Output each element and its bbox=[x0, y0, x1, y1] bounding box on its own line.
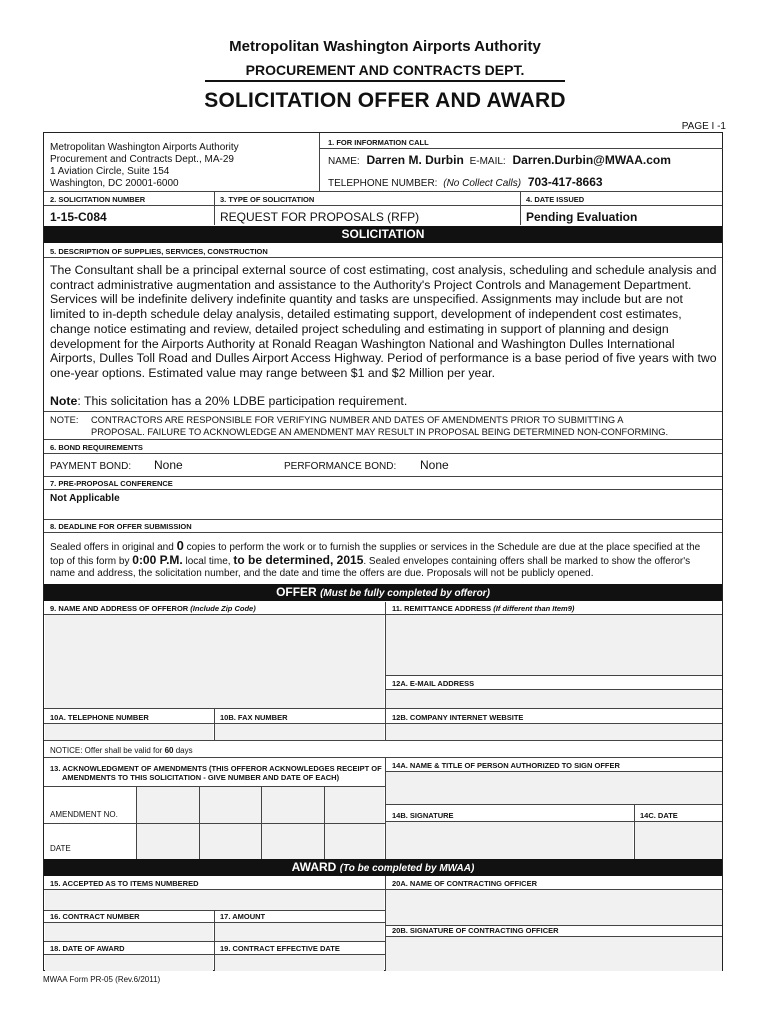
officer-signature-field[interactable] bbox=[386, 937, 722, 971]
signature-date-field[interactable] bbox=[635, 822, 722, 859]
notice-label: NOTE: bbox=[50, 415, 79, 425]
amendment-date-3[interactable] bbox=[262, 824, 324, 859]
signature-field[interactable] bbox=[386, 822, 633, 859]
amendment-no-2[interactable] bbox=[200, 787, 261, 823]
officer-name-field[interactable] bbox=[386, 890, 722, 925]
form-footer: MWAA Form PR-05 (Rev.6/2011) bbox=[43, 975, 161, 984]
description-text: The Consultant shall be a principal external source of cost estimating, cost analysis, scheduling and schedule analysis and contract administrative augmentation and assistance to the Authority's Project Controls and Management Department. Services will be indefinite delivery indefinite quantity and tasks are unspecified. Assignments may include but are not limited to in-depth schedule delay analysis, detailed estimating support, development of independent cost estimates, change notice estimating and review, detailed project scheduling and estimating in support of planning and design development for the Airports Authority at Ronald Reagan Washington National and Washington Dulles International Airports, Dulles Toll Road and Dulles Airport Access Highway. Period of performance is a base period of five years with two one-year options. Estimated value may range between $1 and $2 Million per year. bbox=[50, 263, 717, 380]
offer-validity: NOTICE: Offer shall be valid for 60 days bbox=[50, 746, 193, 755]
solicitation-form: Metropolitan Washington Airports Authority Procurement and Contracts Dept., MA-29 1 Aviation Circle, Suite 154 Washington, DC 20001-6000 1. FOR INFORMATION CALL NAME: Darren M. Durbin E-MAIL: Darren.Durbin@MWAA.com TELEPHONE NUMBER: (No Collect Calls) 703-417-8663 2. SOLICITATION NUMBER 3. TYPE OF SOLICITATION 4. DATE ISSUED 1-15-C084 REQUEST FOR PROPOSALS (RFP) Pending Evaluation SOLICITATION 5. DESCRIPTION OF SUPPLIES, SERVICES, CONSTRUCTION The Consultant shall be a principal external source of cost estimating, cost analysis, scheduling and schedule analysis and contract administrative augmentation and assistance to the Authority's Project Controls and Management Department. Services will be indefinite delivery indefinite quantity and tasks are unspecified. Assignments may include but are not limited to in-depth schedule delay analysis, detailed estimating support, development of independent cost estimates, change notice estimating and review, detailed project scheduling and estimating in support of planning and design development for the Airports Authority at Ronald Reagan Washington National and Washington Dulles International Airports, Dulles Toll Road and Dulles Airport Access Highway. Period of performance is a base period of five years with two one-year options. Estimated value may range between $1 and $2 Million per year. Note: This solicitation has a 20% LDBE participation requirement. NOTE: CONTRACTORS ARE RESPONSIBLE FOR VERIFYING NUMBER AND DATES OF AMENDMENTS PRIOR TO SUBMITTING A PROPOSAL. FAILURE TO ACKNOWLEDGE AN AMENDMENT MAY RESULT IN PROPOSAL BEING DETERMINED NON-CONFORMING. 6. BOND REQUIREMENTS PAYMENT BOND: None PERFORMANCE BOND: None 7. PRE-PROPOSAL CONFERENCE Not Applicable 8. DEADLINE FOR OFFER SUBMISSION Sealed offers in original and 0 copies to perform the work or to furnish the supplies or services in the Schedule are due at the place specified at the top of this form by 0:00 P.M. local time, to be determined, 2015. Sealed envelopes containing offers shall be marked to show the offeror's name and address, the solicitation number, and the date and time the offers are due. Proposals will not be publicly opened. OFFER (Must be fully completed by offeror) 9. NAME AND ADDRESS OF OFFEROR (Include Zip Code) 11. REMITTANCE ADDRESS (If different than Item9) 12A. E-MAIL ADDRESS 10A. TELEPHONE NUMBER 10B. FAX NUMBER 12B. COMPANY INTERNET WEBSITE NOTICE: Offer shall be valid for 60 days 13. ACKNOWLEDGMENT OF AMENDMENTS (THIS OFFEROR ACKNOWLEDGES RECEIPT OF AMENDMENTS TO THIS SOLICITATION - GIVE NUMBER AND DATE OF EACH) 14A. NAME & TITLE OF PERSON AUTHORIZED TO SIGN OFFER AMENDMENT NO. DATE 14B. SIGNATURE 14C. DATE AWARD (To be completed by MWAA) 15. ACCEPTED AS TO ITEMS NUMBERED 20A. NAME OF CONTRACTING OFFICER 16. CONTRACT NUMBER 17. AMOUNT 20B. SIGNATURE OF CONTRACTING OFFICER 18. DATE OF AWARD 19. CONTRACT EFFECTIVE DATE bbox=[43, 132, 723, 971]
offer-band: OFFER (Must be fully completed by offeror) bbox=[44, 584, 722, 601]
deadline-line3: name and address, the solicitation number, and the date and time the offers are due. Proposals will not be publicly opened. bbox=[50, 568, 594, 579]
contact-name-row: NAME: Darren M. Durbin E-MAIL: Darren.Durbin@MWAA.com bbox=[328, 153, 671, 167]
ldbe-note: Note: This solicitation has a 20% LDBE participation requirement. bbox=[50, 394, 408, 408]
solicitation-number: 1-15-C084 bbox=[50, 210, 107, 224]
amendment-no-4[interactable] bbox=[325, 787, 384, 823]
contract-number-field[interactable] bbox=[45, 923, 213, 941]
items-accepted-field[interactable] bbox=[45, 890, 384, 910]
email-field[interactable] bbox=[386, 690, 722, 708]
solicitation-type: REQUEST FOR PROPOSALS (RFP) bbox=[220, 210, 420, 224]
website-field[interactable] bbox=[386, 724, 722, 740]
amendment-no-3[interactable] bbox=[262, 787, 324, 823]
offeror-name-label: 9. NAME AND ADDRESS OF OFFEROR (Include Zip Code) bbox=[50, 604, 256, 613]
effective-date-field[interactable] bbox=[215, 955, 384, 971]
remittance-label: 11. REMITTANCE ADDRESS (If different than Item9) bbox=[392, 604, 575, 613]
contact-name: Darren M. Durbin bbox=[366, 153, 464, 167]
fax-field[interactable] bbox=[215, 724, 384, 740]
form-title: SOLICITATION OFFER AND AWARD bbox=[204, 89, 566, 112]
amendment-no-1[interactable] bbox=[137, 787, 199, 823]
signer-name-field[interactable] bbox=[386, 772, 722, 804]
award-band: AWARD (To be completed by MWAA) bbox=[44, 859, 722, 876]
contact-phone: 703-417-8663 bbox=[527, 175, 603, 189]
info-call-label: 1. FOR INFORMATION CALL bbox=[328, 138, 429, 147]
amendment-notice-line1: CONTRACTORS ARE RESPONSIBLE FOR VERIFYING NUMBER AND DATES OF AMENDMENTS PRIOR TO SUBMITTING A bbox=[91, 415, 624, 425]
amendment-date-4[interactable] bbox=[325, 824, 384, 859]
remittance-address-field[interactable] bbox=[386, 615, 722, 675]
amount-field[interactable] bbox=[215, 923, 384, 941]
solicitation-band: SOLICITATION bbox=[44, 226, 722, 243]
deadline-line2: top of this form by 0:00 P.M. local time, to be determined, 2015. Sealed envelopes containing offers shall be marked to show the offeror's bbox=[50, 553, 691, 567]
date-issued: Pending Evaluation bbox=[526, 210, 638, 224]
amendment-date-2[interactable] bbox=[200, 824, 261, 859]
page-number: PAGE I -1 bbox=[681, 121, 726, 132]
deadline-line1: Sealed offers in original and 0 copies to perform the work or to furnish the supplies or services in the Schedule are due at the place specified at the bbox=[50, 538, 701, 553]
contact-phone-row: TELEPHONE NUMBER: (No Collect Calls) 703-417-8663 bbox=[328, 175, 603, 189]
telephone-field[interactable] bbox=[45, 724, 213, 740]
offeror-address-field[interactable] bbox=[45, 615, 384, 708]
org-name: Metropolitan Washington Airports Authority bbox=[229, 38, 541, 55]
pre-proposal-conference: Not Applicable bbox=[50, 493, 120, 504]
amendment-notice-line2: PROPOSAL. FAILURE TO ACKNOWLEDGE AN AMENDMENT MAY RESULT IN PROPOSAL BEING DETERMINED NON-CONFORMING. bbox=[91, 427, 669, 437]
payment-bond: None bbox=[154, 458, 183, 472]
performance-bond: None bbox=[420, 458, 449, 472]
award-date-field[interactable] bbox=[45, 955, 213, 971]
amendment-date-1[interactable] bbox=[137, 824, 199, 859]
dept-name: PROCUREMENT AND CONTRACTS DEPT. bbox=[205, 62, 565, 82]
issuer-address: Metropolitan Washington Airports Authority Procurement and Contracts Dept., MA-29 1 Aviation Circle, Suite 154 Washington, DC 20001-6000 bbox=[50, 142, 239, 189]
contact-email[interactable]: Darren.Durbin@MWAA.com bbox=[512, 153, 671, 167]
